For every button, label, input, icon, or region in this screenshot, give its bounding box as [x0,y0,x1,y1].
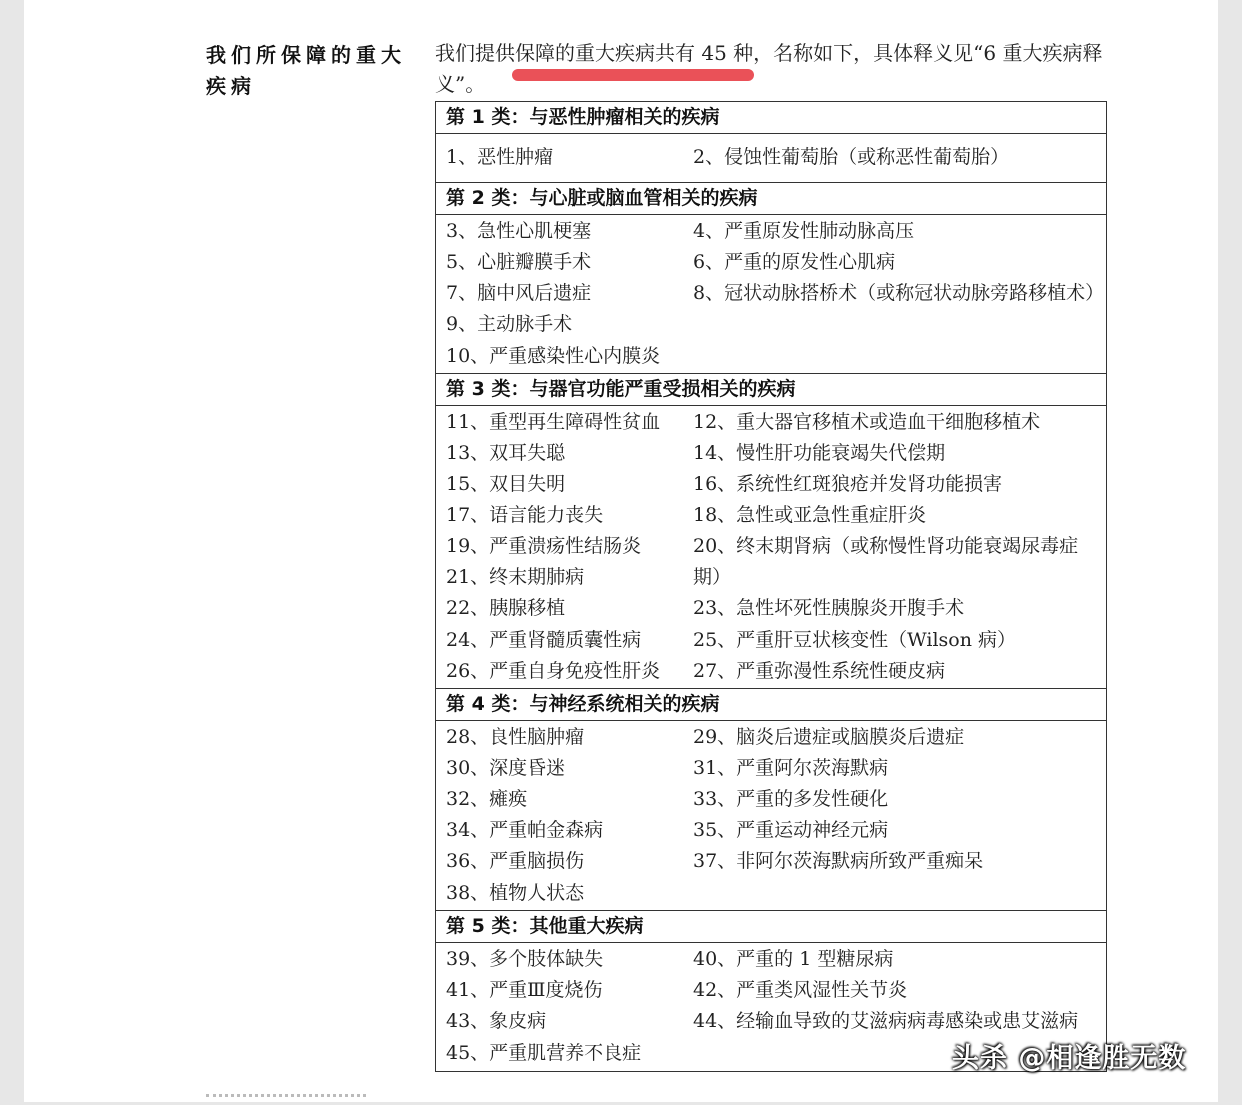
disease-item: 45、严重肌营养不良症 [446,1042,642,1064]
disease-item: 12、重大器官移植术或造血干细胞移植术 [693,411,1041,433]
disease-item: 13、双耳失聪 [446,442,566,464]
disease-item: 14、慢性肝功能衰竭失代偿期 [693,442,946,464]
disease-item: 38、植物人状态 [446,882,585,904]
category-header-3: 第 3 类：与器官功能严重受损相关的疾病 [436,374,1106,406]
disease-item: 44、经输血导致的艾滋病病毒感染或患艾滋病 [693,1010,1079,1032]
category-header-2: 第 2 类：与心脏或脑血管相关的疾病 [436,183,1106,215]
section-heading: 我们所保障的重大疾病 [206,43,406,98]
disease-item: 25、严重肝豆状核变性（Wilson 病） [693,629,1016,651]
disease-item: 29、脑炎后遗症或脑膜炎后遗症 [693,726,965,748]
disease-item: 24、严重肾髓质囊性病 [446,629,642,651]
disease-item: 4、严重原发性肺动脉高压 [693,220,915,242]
watermark-text: 头杀 @相逢胜无数 [952,1043,1187,1074]
category-body-4 [436,721,1106,911]
disease-item: 9、主动脉手术 [446,313,573,335]
category-body-3 [436,406,1106,689]
disease-item: 42、严重类风湿性关节炎 [693,979,908,1001]
disease-item: 37、非阿尔茨海默病所致严重痴呆 [693,850,984,872]
disease-item: 43、象皮病 [446,1010,547,1032]
disease-item: 33、严重的多发性硬化 [693,788,889,810]
disease-item: 18、急性或亚急性重症肝炎 [693,504,927,526]
disease-item: 16、系统性红斑狼疮并发肾功能损害 [693,473,1003,495]
cut-off-next-heading [206,1094,366,1105]
disease-item: 22、胰腺移植 [446,597,566,619]
disease-item: 27、严重弥漫性系统性硬皮病 [693,660,946,682]
disease-item: 23、急性坏死性胰腺炎开腹手术 [693,597,965,619]
disease-item: 19、严重溃疡性结肠炎 [446,535,642,557]
category-body-1 [436,134,1106,183]
disease-item: 36、严重脑损伤 [446,850,585,872]
category-body-2 [436,215,1106,374]
disease-item: 39、多个肢体缺失 [446,948,604,970]
disease-item: 15、双目失明 [446,473,566,495]
disease-item: 10、严重感染性心内膜炎 [446,345,661,367]
disease-table [435,101,1107,1072]
disease-item: 35、严重运动神经元病 [693,819,889,841]
disease-item [693,278,1105,309]
disease-item: 21、终末期肺病 [446,566,585,588]
disease-item: 5、心脏瓣膜手术 [446,251,592,273]
disease-item: 34、严重帕金森病 [446,819,604,841]
disease-item: 26、严重自身免疫性肝炎 [446,660,661,682]
disease-item: 41、严重Ⅲ度烧伤 [446,979,603,1001]
disease-item: 30、深度昏迷 [446,757,566,779]
disease-item: 3、急性心肌梗塞 [446,220,592,242]
category-header-4: 第 4 类：与神经系统相关的疾病 [436,689,1106,721]
disease-item: 7、脑中风后遗症 [446,282,592,304]
disease-item: 17、语言能力丧失 [446,504,604,526]
disease-item: 2、侵蚀性葡萄胎（或称恶性葡萄胎） [693,146,1010,168]
disease-item: 28、良性脑肿瘤 [446,726,585,748]
disease-item: 6、严重的原发性心肌病 [693,251,896,273]
disease-item: 40、严重的 1 型糖尿病 [693,948,894,970]
disease-item: 1、恶性肿瘤 [446,146,554,168]
category-header-1: 第 1 类：与恶性肿瘤相关的疾病 [436,102,1106,134]
disease-item: 11、重型再生障碍性贫血 [446,411,661,433]
disease-item: 20、终末期肾病（或称慢性肾功能衰竭尿毒症期） [693,535,1079,588]
disease-item: 31、严重阿尔茨海默病 [693,757,889,779]
disease-item-text: 8、冠状动脉搭桥术（或称冠状动脉旁路移植术） [693,282,1105,304]
intro-paragraph: 我们提供保障的重大疾病共有 45 种，名称如下，具体释义见“6 重大疾病释义”。 [435,41,1103,96]
red-highlight-mark [512,69,754,81]
category-header-5: 第 5 类：其他重大疾病 [436,911,1106,943]
disease-item: 32、瘫痪 [446,788,528,810]
